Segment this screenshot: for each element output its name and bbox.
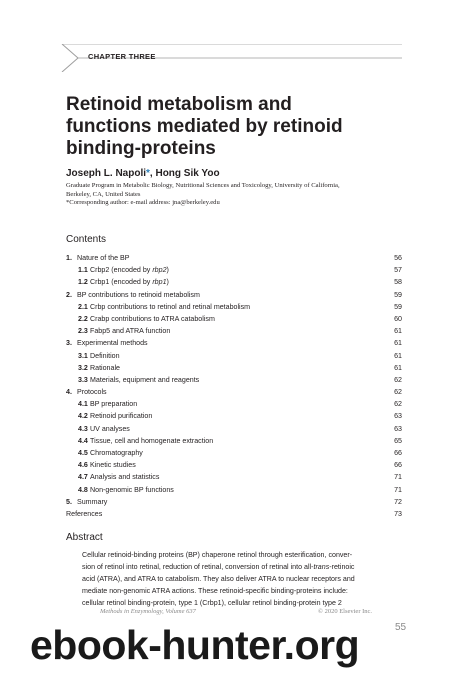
chapter-title [66,94,406,160]
toc-page-number: 60 [394,314,402,323]
toc-section-number: 1.2 [78,278,88,287]
chapter-header [60,44,402,72]
toc-section-title[interactable]: UV analyses [90,424,130,433]
toc-entry[interactable] [66,435,402,447]
toc-page-number: 63 [394,424,402,433]
toc-entry[interactable] [66,252,402,264]
toc-section-number: 4.8 [78,485,88,494]
toc-page-number: 58 [394,278,402,287]
toc-entry[interactable] [66,350,402,362]
author-line [66,168,220,179]
toc-entry[interactable] [66,325,402,337]
toc-section-number: 2.3 [78,327,88,336]
toc-section-number: 1.1 [78,266,88,275]
chapter-label: CHAPTER THREE [88,52,156,61]
toc-section-title[interactable]: Crbp contributions to retinol and retinal metabolism [90,302,251,311]
toc-entry[interactable] [66,423,402,435]
toc-page-number: 62 [394,400,402,409]
toc-page-number: 59 [394,290,402,299]
toc-page-number: 62 [394,375,402,384]
toc-section-title[interactable]: Tissue, cell and homogenate extraction [90,436,214,445]
toc-section-number: 4.1 [78,400,88,409]
toc-page-number: 73 [394,509,402,518]
toc-page-number: 65 [394,436,402,445]
abstract-line: cellular retinol binding-protein, type 1 (Crbp1), cellular retinol binding-protein type 2 [82,599,342,608]
toc-section-number: 4.7 [78,473,88,482]
abstract-line: mediate non-genomic ATRA actions. These retinoid-specific binding-proteins include: [82,587,348,596]
toc-section-number: 5. [66,497,72,506]
toc-entry[interactable] [66,276,402,288]
toc-section-title[interactable]: Analysis and statistics [90,473,160,482]
toc-page-number: 71 [394,485,402,494]
toc-section-number: 1. [66,254,72,262]
title-line: Retinoid metabolism and [66,94,292,115]
toc-section-title[interactable]: Protocols [77,388,107,397]
abstract-text [82,549,404,609]
toc-section-number: 4.4 [78,436,88,445]
toc-section-number: 4.5 [78,449,88,457]
affiliation-line: Berkeley, CA, United States [66,190,141,198]
toc-section-title[interactable]: Crbp1 (encoded by rbp1) [90,278,169,287]
toc-page-number: 59 [394,302,402,311]
toc-page-number: 56 [394,254,402,262]
toc-page-number: 63 [394,412,402,421]
abstract-heading: Abstract [66,532,103,543]
toc-entry[interactable] [66,289,402,301]
toc-section-title[interactable]: Materials, equipment and reagents [90,375,200,384]
toc-section-title[interactable]: Fabp5 and ATRA function [90,327,171,336]
toc-entry[interactable] [66,362,402,374]
affiliation [66,182,406,208]
abstract-line: acid (ATRA), and ATRA to catabolism. They also deliver ATRA to nuclear receptors and [82,575,355,584]
toc-section-title[interactable]: BP contributions to retinoid metabolism [77,290,200,299]
toc-section-number: 3. [66,339,72,348]
toc-entry[interactable] [66,471,402,483]
toc-page-number: 71 [394,473,402,482]
toc-section-title[interactable]: Chromatography [90,449,143,457]
toc-section-number: 3.3 [78,375,88,384]
affiliation-line: Graduate Program in Metabolic Biology, Nutritional Sciences and Toxicology, University of California, [66,182,340,189]
toc-section-number: 4.2 [78,412,88,421]
toc-section-title[interactable]: Crbp2 (encoded by rbp2) [90,266,169,275]
corresponding-author-link[interactable]: * [146,168,150,179]
toc-section-title[interactable]: BP preparation [90,400,138,409]
toc-section-number: 4.6 [78,461,88,470]
toc-section-title[interactable]: Crabp contributions to ATRA catabolism [90,314,215,323]
toc-entry[interactable] [66,410,402,422]
toc-section-title[interactable]: Nature of the BP [77,254,130,262]
toc-page-number: 61 [394,339,402,348]
toc-section-number: 2.2 [78,314,88,323]
toc-page-number: 57 [394,266,402,275]
toc-section-number: 2. [66,290,72,299]
watermark: ebook-hunter.org [30,622,360,668]
toc-section-title[interactable]: Kinetic studies [90,461,136,470]
toc-entry[interactable] [66,313,402,325]
toc-section-number: 4. [66,388,72,397]
toc-entry[interactable] [66,264,402,276]
toc-entry[interactable] [66,496,402,508]
title-line: binding-proteins [66,138,216,159]
contents-heading: Contents [66,234,107,245]
toc-page-number: 61 [394,363,402,372]
toc-page-number: 61 [394,351,402,360]
toc-section-number: 2.1 [78,302,88,311]
toc-page-number: 72 [394,497,402,506]
toc-page-number: 66 [394,449,402,457]
toc-section-number: 4.3 [78,424,88,433]
toc-section-title[interactable]: Summary [77,497,108,506]
toc-page-number: 61 [394,327,402,336]
toc-section-title[interactable]: Non-genomic BP functions [90,485,174,494]
toc-section-title[interactable]: Experimental methods [77,339,148,348]
abstract-line: Cellular retinoid-binding proteins (BP) chaperone retinol through esterification, conver- [82,551,353,559]
corresponding-email: *Corresponding author: e-mail address: jna@berkeley.edu [66,199,220,206]
toc-entry[interactable] [66,447,402,459]
toc-section-title[interactable]: Rationale [90,363,120,372]
author-name[interactable]: , Hong Sik Yoo [149,168,220,179]
toc-entry[interactable] [66,484,402,496]
toc-page-number: 62 [394,388,402,397]
toc-entry[interactable] [66,337,402,349]
toc-section-number: 3.2 [78,363,88,372]
toc-entry[interactable] [66,459,402,471]
author-name[interactable]: Joseph L. Napoli [66,168,147,179]
page-number: 55 [395,622,407,633]
toc-entry[interactable] [66,301,402,313]
toc-section-title[interactable]: References [66,509,103,518]
toc-section-title[interactable]: Retinoid purification [90,412,153,421]
toc-page-number: 66 [394,461,402,470]
toc-entry[interactable] [66,508,402,520]
toc-entry[interactable] [66,386,402,398]
footer-publisher: © 2020 Elsevier Inc. [318,608,373,615]
toc-entry[interactable] [66,398,402,410]
table-of-contents [66,252,402,520]
footer-journal: Methods in Enzymology, Volume 637 [100,608,196,615]
toc-entry[interactable] [66,374,402,386]
toc-section-title[interactable]: Definition [90,351,120,360]
title-line: functions mediated by retinoid [66,116,343,137]
abstract-line: sion of retinol into retinal, reduction of retinal, conversion of retinal into all-trans-retinoic [82,563,355,572]
toc-section-number: 3.1 [78,351,88,360]
